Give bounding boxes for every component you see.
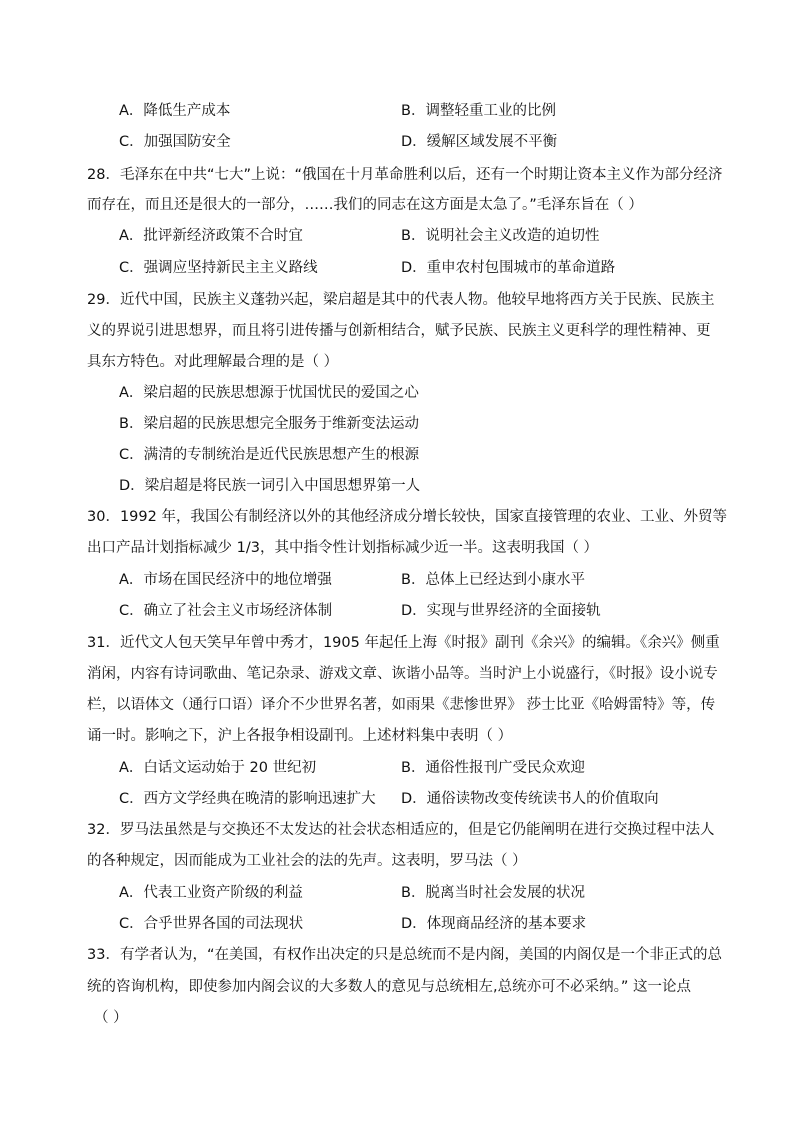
q31-stem-line-1: 31．近代文人包天笑早年曾中秀才，1905 年起任上海《时报》副刊《余兴》的编辑。《余兴》侧重 [87,635,720,651]
q31-option-a[interactable]: A．白话文运动始于 20 世纪初 [119,760,317,776]
q28-stem-line-2: 而存在，而且还是很大的一部分，……我们的同志在这方面是太急了。”毛泽东旨在（ ） [87,197,643,213]
q29-stem-line-2: 义的界说引进思想界，而且将引进传播与创新相结合，赋予民族、民族主义更科学的理性精神、更 [87,323,711,339]
q30-option-b[interactable]: B．总体上已经达到小康水平 [401,572,585,588]
q33-stem-line-1: 33．有学者认为，“在美国，有权作出决定的只是总统而不是内阁，美国的内阁仅是一个非正式的总 [87,947,722,963]
q28-option-b[interactable]: B．说明社会主义改造的迫切性 [401,228,600,244]
q27-option-c[interactable]: C．加强国防安全 [119,134,231,150]
q32-stem-line-2: 的各种规定，因而能成为工业社会的法的先声。这表明，罗马法（ ） [87,853,527,869]
q33-stem-line-2: 统的咨询机构，即使参加内阁会议的大多数人的意见与总统相左,总统亦可不必采纳。” 这一论点 [87,979,691,995]
q32-option-c[interactable]: C．合乎世界各国的司法现状 [119,916,304,932]
q30-option-d[interactable]: D．实现与世界经济的全面接轨 [401,603,601,619]
q30-option-a[interactable]: A．市场在国民经济中的地位增强 [119,572,332,588]
q29-option-d[interactable]: D．梁启超是将民族一词引入中国思想界第一人 [119,478,421,494]
q29-stem-line-3: 具东方特色。对此理解最合理的是（ ） [87,354,339,370]
q32-stem-line-1: 32．罗马法虽然是与交换还不太发达的社会状态相适应的，但是它仍能阐明在进行交换过程中法人 [87,822,715,838]
q28-stem-line-1: 28．毛泽东在中共“七大”上说：“俄国在十月革命胜利以后，还有一个时期让资本主义作为部分经济 [87,167,723,183]
q32-option-a[interactable]: A．代表工业资产阶级的利益 [119,885,303,901]
q31-option-c[interactable]: C．西方文学经典在晚清的影响迅速扩大 [119,791,376,807]
q31-option-b[interactable]: B．通俗性报刊广受民众欢迎 [401,760,585,776]
q31-stem-line-4: 诵一时。影响之下，沪上各报争相设副刊。上述材料集中表明（ ） [87,728,513,744]
q32-option-d[interactable]: D．体现商品经济的基本要求 [401,916,587,932]
q28-option-a[interactable]: A．批评新经济政策不合时宜 [119,228,303,244]
q29-option-b[interactable]: B．梁启超的民族思想完全服务于维新变法运动 [119,416,419,432]
q27-option-a[interactable]: A．降低生产成本 [119,103,231,119]
q31-stem-line-3: 栏，以语体文（通行口语）译介不少世界名著，如雨果《悲惨世界》 莎士比亚《哈姆雷特》等，传 [87,697,716,713]
q31-option-d[interactable]: D．通俗读物改变传统读书人的价值取向 [401,791,659,807]
q31-stem-line-2: 消闲，内容有诗词歌曲、笔记杂录、游戏文章、诙谐小品等。当时沪上小说盛行，《时报》设小说专 [87,666,718,682]
q29-option-c[interactable]: C．满清的专制统治是近代民族思想产生的根源 [119,447,420,463]
q32-option-b[interactable]: B．脱离当时社会发展的状况 [401,885,585,901]
q33-stem-line-3: （ ） [94,1010,128,1026]
q29-stem-line-1: 29．近代中国，民族主义蓬勃兴起，梁启超是其中的代表人物。他较早地将西方关于民族、民族主 [87,292,715,308]
q30-option-c[interactable]: C．确立了社会主义市场经济体制 [119,603,333,619]
q28-option-c[interactable]: C．强调应坚持新民主主义路线 [119,260,318,276]
q28-option-d[interactable]: D．重申农村包围城市的革命道路 [401,260,616,276]
q30-stem-line-2: 出口产品计划指标减少 1/3，其中指令性计划指标减少近一半。这表明我国（ ） [87,540,599,556]
q27-option-d[interactable]: D．缓解区域发展不平衡 [401,134,558,150]
q27-option-b[interactable]: B．调整轻重工业的比例 [401,103,556,119]
q29-option-a[interactable]: A．梁启超的民族思想源于忧国忧民的爱国之心 [119,385,419,401]
q30-stem-line-1: 30．1992 年，我国公有制经济以外的其他经济成分增长较快，国家直接管理的农业、工业、外贸等 [87,509,727,525]
